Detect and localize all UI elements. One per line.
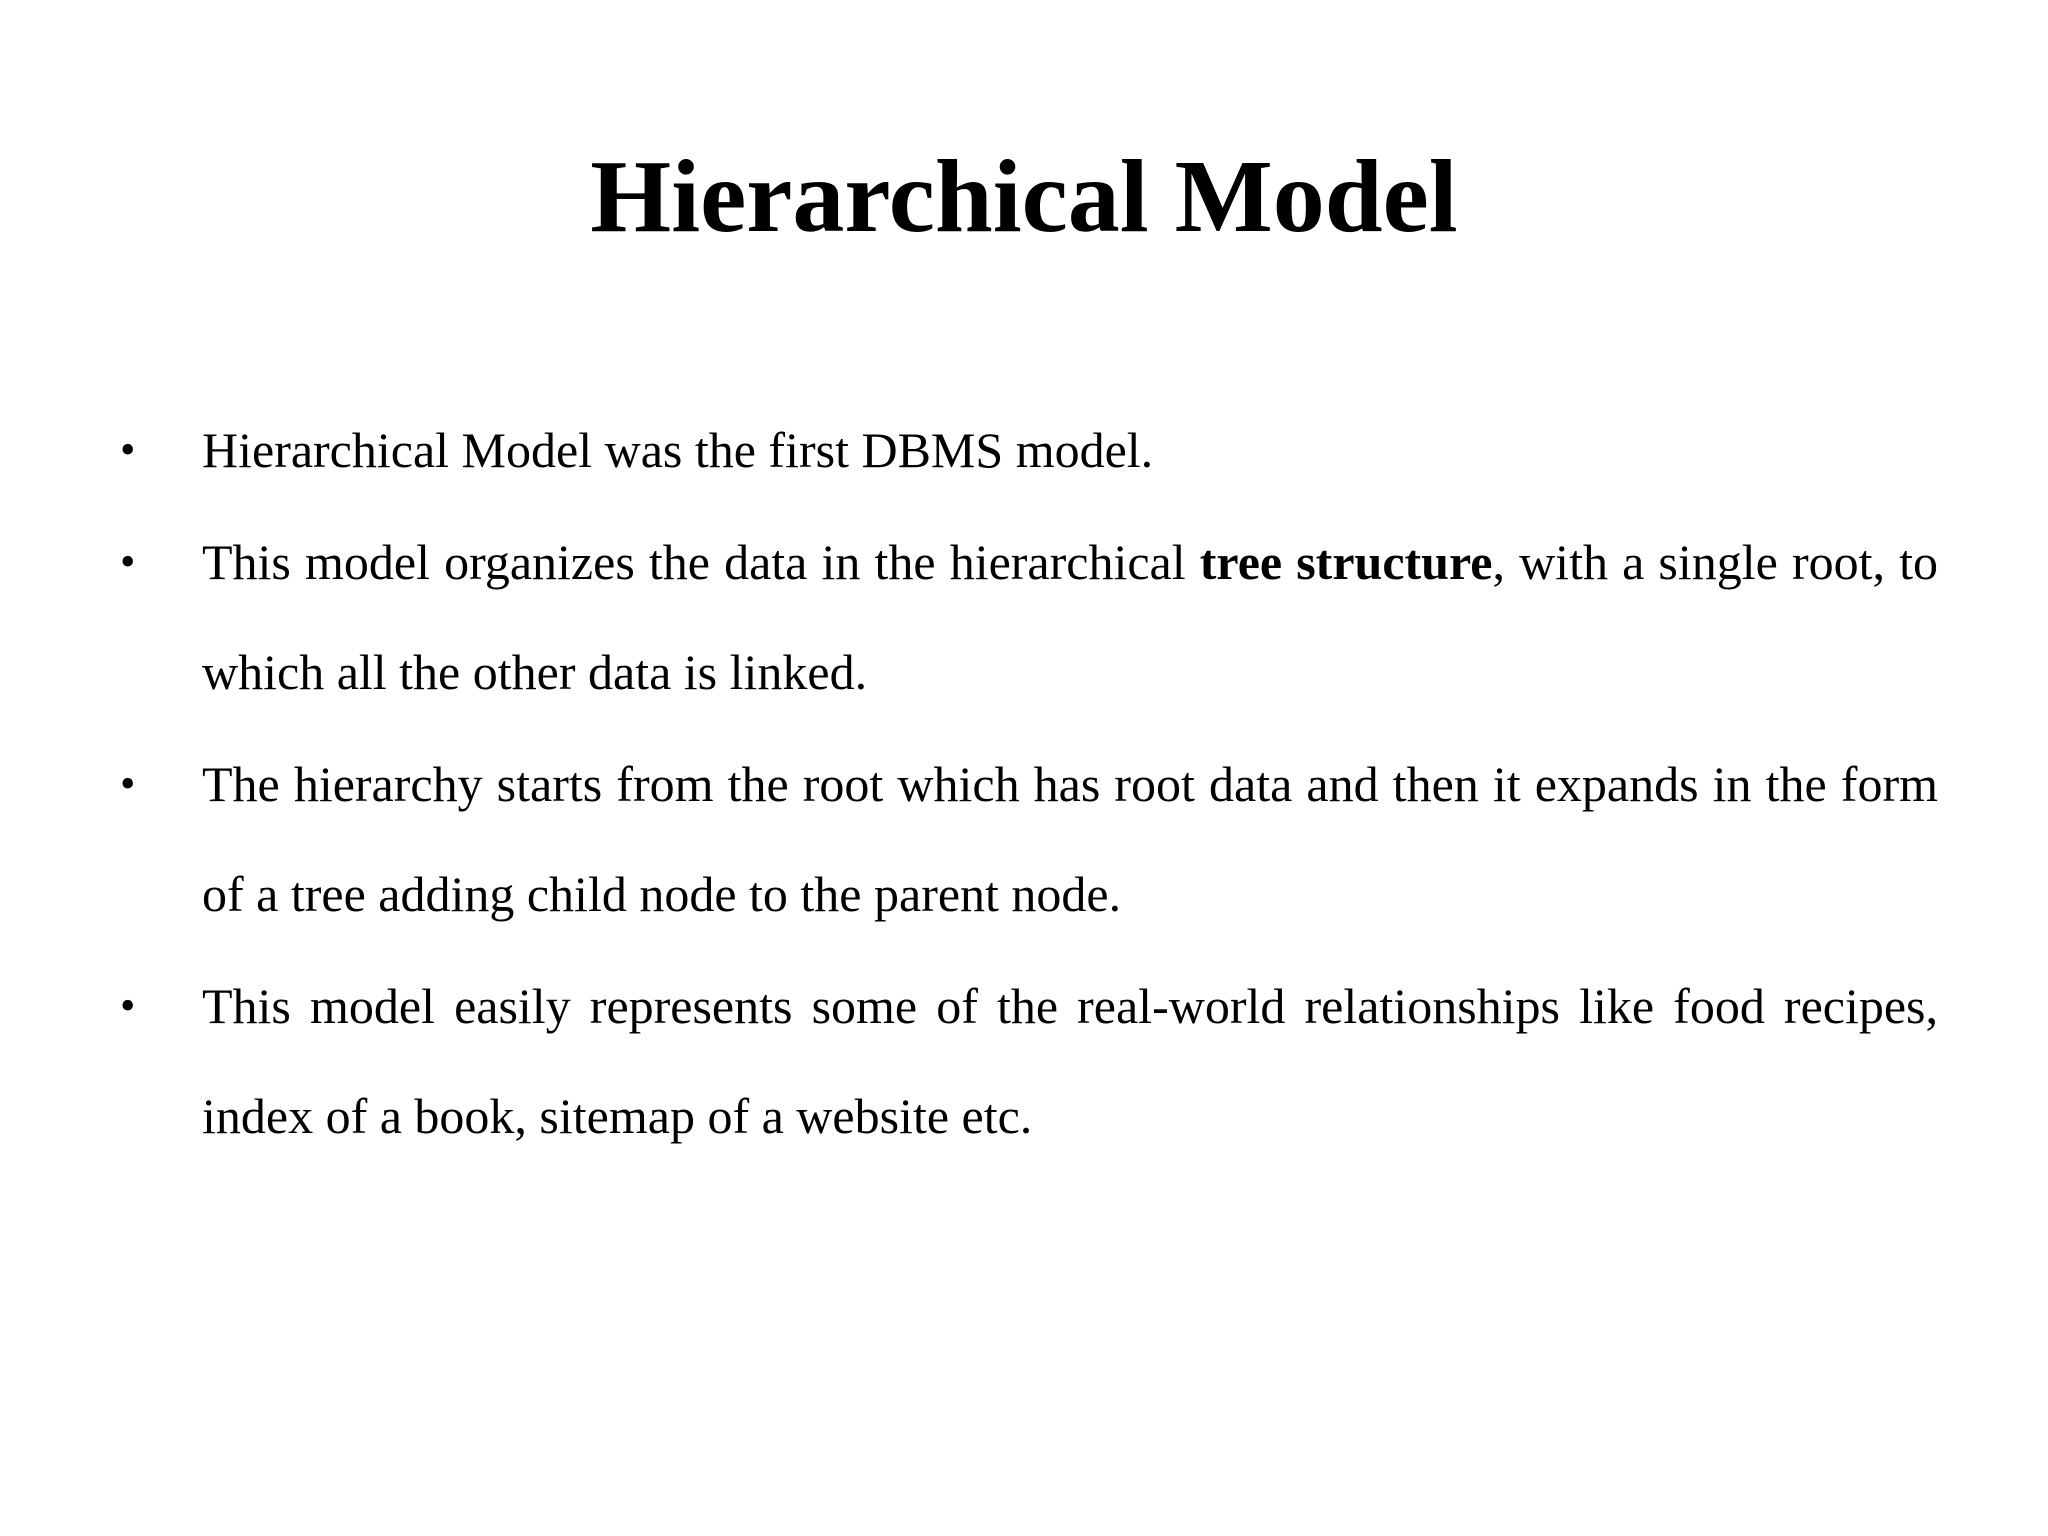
bullet-text: The hierarchy starts from the root which has root data and then it expands in the form of a tree adding child node to the parent node.: [202, 756, 1938, 922]
bullet-item: [120, 951, 1938, 1171]
bullet-text: Hierarchical Model was the first DBMS model.: [202, 422, 1154, 478]
bullet-icon: •: [120, 981, 136, 1030]
bullet-item: [120, 729, 1938, 949]
bullet-text-part: This model organizes the data in the hierarchical: [202, 534, 1200, 590]
bullet-icon: •: [120, 537, 136, 586]
bullet-bold-term: tree structure: [1199, 534, 1493, 590]
bullet-text: This model easily represents some of the real-world relationships like food recipes, index of a book, sitemap of a website etc.: [202, 978, 1938, 1144]
bullet-icon: •: [120, 425, 136, 474]
bullet-icon: •: [120, 759, 136, 808]
bullet-text-part: , with a single root, to which all the other data is linked.: [202, 534, 1938, 700]
bullet-item: [120, 395, 1938, 505]
slide-title: Hierarchical Model: [590, 139, 1458, 254]
bullet-text: [202, 534, 1938, 700]
bullet-list: [120, 395, 1938, 1173]
bullet-item: [120, 507, 1938, 727]
